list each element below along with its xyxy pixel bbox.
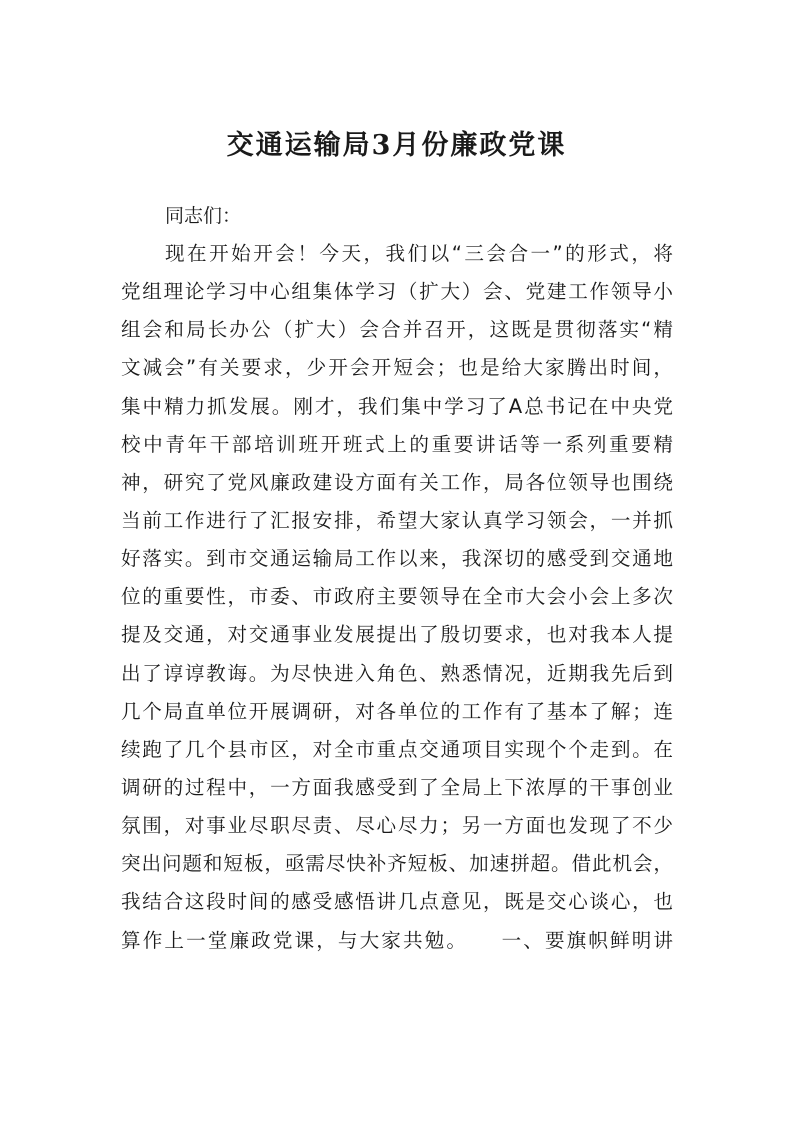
greeting: 同志们： <box>165 205 242 227</box>
body-line: 文减会”有关要求，少开会开短会；也是给大家腾出时间， <box>121 356 673 380</box>
body-line: 校中青年干部培训班开班式上的重要讲话等一系列重要精 <box>121 432 673 456</box>
body-line: 好落实。到市交通运输局工作以来，我深切的感受到交通地 <box>121 547 673 571</box>
body-line: 我结合这段时间的感受感悟讲几点意见，既是交心谈心，也 <box>121 890 673 914</box>
document-title: 交通运输局3月份廉政党课 <box>226 130 567 161</box>
body-line: 组会和局长办公（扩大）会合并召开，这既是贯彻落实“精 <box>121 318 673 342</box>
body-line: 算作上一堂廉政党课，与大家共勉。 一、要旗帜鲜明讲 <box>121 928 673 952</box>
body-line: 当前工作进行了汇报安排，希望大家认真学习领会，一并抓 <box>121 508 673 532</box>
body-line: 集中精力抓发展。刚才，我们集中学习了A总书记在中央党 <box>121 394 673 418</box>
body-line: 出了谆谆教诲。为尽快进入角色、熟悉情况，近期我先后到 <box>121 661 673 685</box>
body-line: 几个局直单位开展调研，对各单位的工作有了基本了解；连 <box>121 699 673 723</box>
body-line: 调研的过程中，一方面我感受到了全局上下浓厚的干事创业 <box>121 775 673 799</box>
body-text <box>121 235 673 960</box>
body-line: 续跑了几个县市区，对全市重点交通项目实现个个走到。在 <box>121 737 673 761</box>
body-line: 现在开始开会！今天，我们以“三会合一”的形式，将 <box>165 242 673 265</box>
body-line: 神，研究了党风廉政建设方面有关工作，局各位领导也围绕 <box>121 470 673 494</box>
body-line: 突出问题和短板，亟需尽快补齐短板、加速拼超。借此机会， <box>121 852 673 876</box>
body-line: 提及交通，对交通事业发展提出了殷切要求，也对我本人提 <box>121 623 673 647</box>
body-line: 氛围，对事业尽职尽责、尽心尽力；另一方面也发现了不少 <box>121 814 673 838</box>
body-line: 党组理论学习中心组集体学习（扩大）会、党建工作领导小 <box>121 280 673 304</box>
body-line: 位的重要性，市委、市政府主要领导在全市大会小会上多次 <box>121 585 673 609</box>
